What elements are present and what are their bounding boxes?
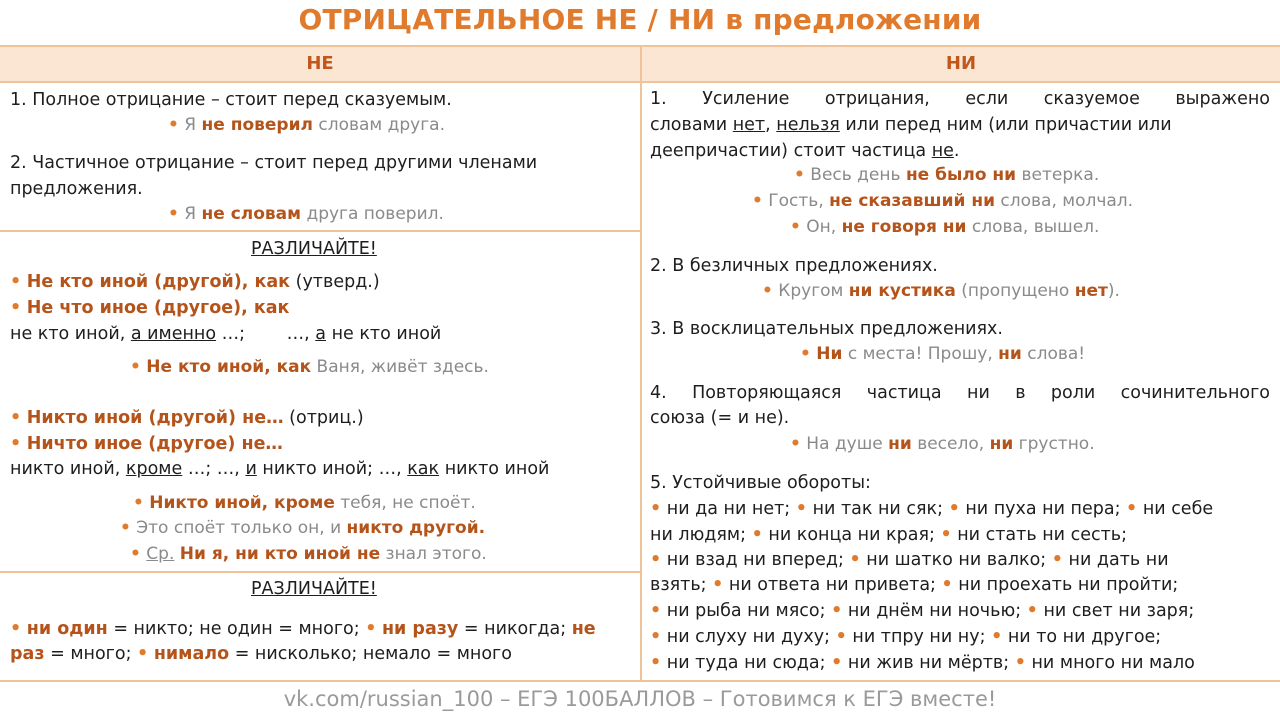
column-header-ne: НЕ <box>0 46 640 81</box>
list-item: • Никто иной (другой) не… (отриц.) <box>10 408 364 428</box>
idiom-line: • ни рыба ни мясо; • ни днём ни ночью; • ни свет ни заря; <box>650 601 1195 621</box>
example: • Я не поверил словам друга. <box>168 115 445 135</box>
rule-exclamatory: 3. В восклицательных предложениях. <box>650 319 1003 339</box>
column-header-ni: НИ <box>642 46 1280 81</box>
example: • Я не словам друга поверил. <box>168 204 444 224</box>
comparison-line: • ни один = никто; не один = много; • ни разу = никогда; не <box>10 619 596 639</box>
idiom-line: • ни слуху ни духу; • ни тпру ни ну; • ни то ни другое; <box>650 627 1162 647</box>
example: • Никто иной, кроме тебя, не споёт. <box>133 493 476 513</box>
idiom-line: взять; • ни ответа ни привета; • ни проехать ни пройти; <box>650 575 1179 595</box>
example: • На душе ни весело, ни грустно. <box>790 434 1095 454</box>
rule-full-negation: 1. Полное отрицание – стоит перед сказуемым. <box>10 90 452 110</box>
distinguish-heading: РАЗЛИЧАЙТЕ! <box>251 239 377 259</box>
rule-repeated: 4. Повторяющаяся частица ни в роли сочинительного <box>650 383 1270 403</box>
usage-line: не кто иной, а именно …; …, а не кто иной <box>10 324 442 344</box>
divider <box>0 230 640 232</box>
rule-idioms: 5. Устойчивые обороты: <box>650 473 871 493</box>
rule-repeated-cont: союза (= и не). <box>650 408 790 428</box>
rule-impersonal: 2. В безличных предложениях. <box>650 256 938 276</box>
rule-intensify-cont: деепричастии) стоит частица не. <box>650 141 960 161</box>
example: • Не кто иной, как Ваня, живёт здесь. <box>130 357 489 377</box>
list-item: • Не что иное (другое), как <box>10 298 290 318</box>
distinguish-heading-2: РАЗЛИЧАЙТЕ! <box>251 579 377 599</box>
example: • Кругом ни кустика (пропущено нет). <box>762 281 1120 301</box>
divider <box>0 680 1280 682</box>
idiom-line: • ни взад ни вперед; • ни шатко ни валко; • ни дать ни <box>650 550 1169 570</box>
divider <box>0 571 640 573</box>
footer-credit: vk.com/russian_100 – ЕГЭ 100БАЛЛОВ – Готовимся к ЕГЭ вместе! <box>283 687 997 711</box>
usage-line: никто иной, кроме …; …, и никто иной; …, как никто иной <box>10 459 550 479</box>
idiom-line: ни людям; • ни конца ни края; • ни стать ни сесть; <box>650 525 1127 545</box>
page-title: ОТРИЦАТЕЛЬНОЕ НЕ / НИ в предложении <box>298 3 982 36</box>
rule-partial-negation-cont: предложения. <box>10 179 143 199</box>
rule-partial-negation: 2. Частичное отрицание – стоит перед другими членами <box>10 153 538 173</box>
idiom-line: • ни туда ни сюда; • ни жив ни мёртв; • ни много ни мало <box>650 653 1195 673</box>
list-item: • Ничто иное (другое) не… <box>10 434 283 454</box>
comparison-line: раз = много; • нимало = нисколько; немало = много <box>10 644 512 664</box>
divider <box>640 45 642 681</box>
rule-intensify-cont: словами нет, нельзя или перед ним (или причастии или <box>650 115 1172 135</box>
example: • Он, не говоря ни слова, вышел. <box>790 217 1100 237</box>
list-item: • Не кто иной (другой), как (утверд.) <box>10 272 380 292</box>
idiom-line: • ни да ни нет; • ни так ни сяк; • ни пуха ни пера; • ни себе <box>650 499 1214 519</box>
example: • Гость, не сказавший ни слова, молчал. <box>752 191 1134 211</box>
example: • Ср. Ни я, ни кто иной не знал этого. <box>130 544 487 564</box>
example: • Весь день не было ни ветерка. <box>794 165 1100 185</box>
example: • Это споёт только он, и никто другой. <box>120 518 486 538</box>
example: • Ни с места! Прошу, ни слова! <box>800 344 1086 364</box>
rule-intensify: 1. Усиление отрицания, если сказуемое выражено <box>650 89 1270 109</box>
